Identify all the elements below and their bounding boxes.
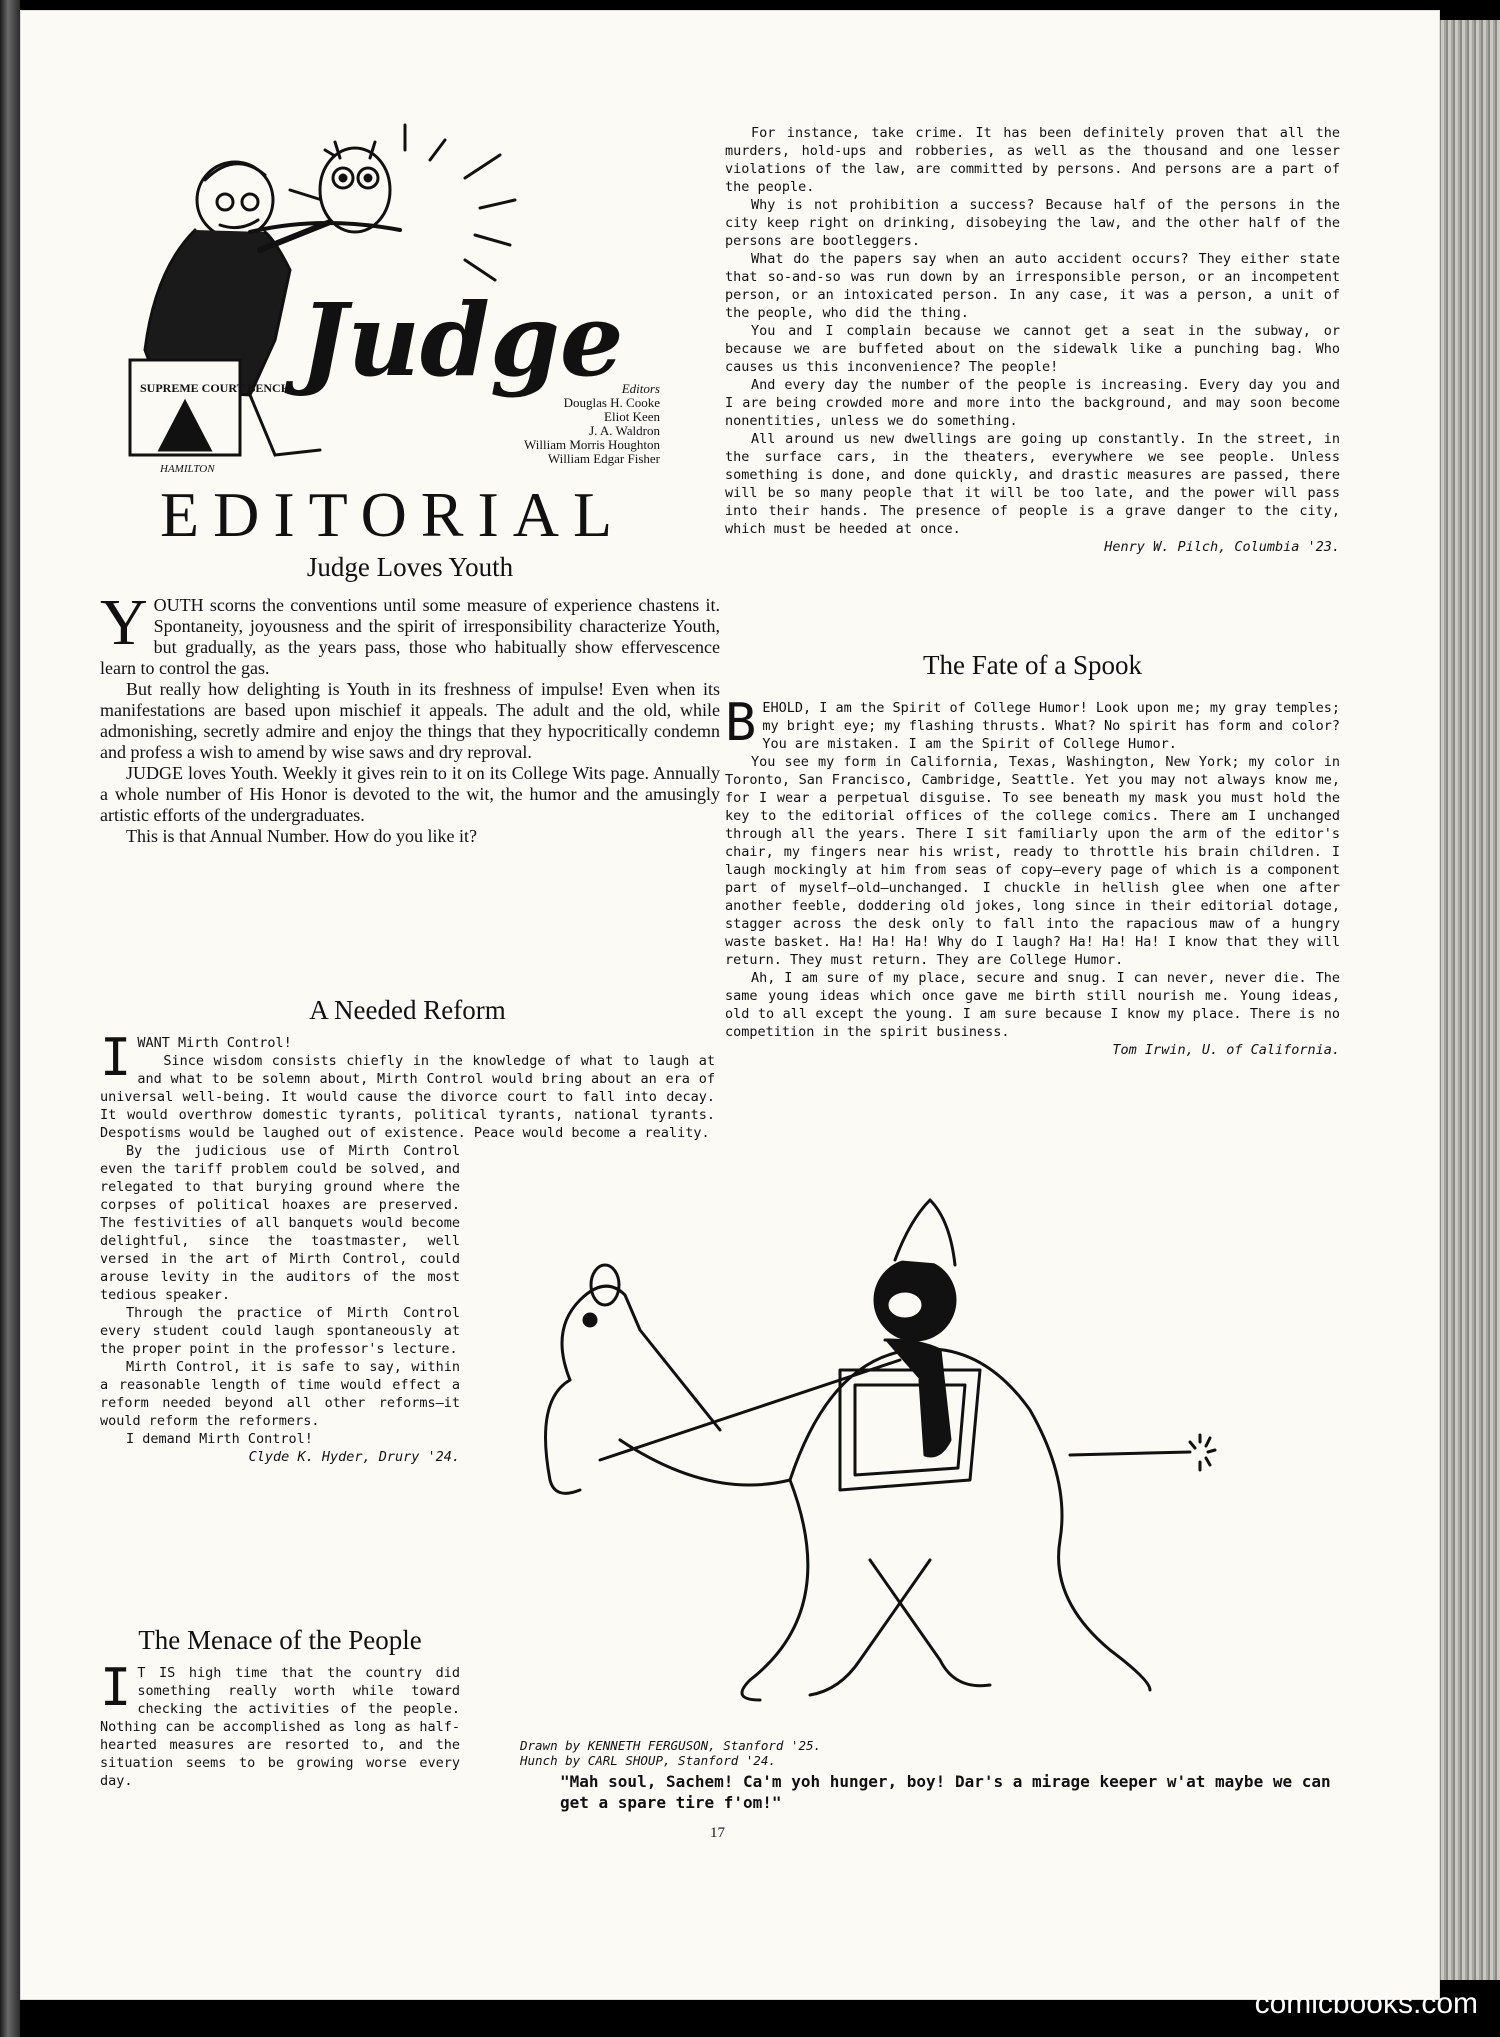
editor-name: Eliot Keen bbox=[604, 409, 660, 424]
paragraph: T IS high time that the country did something really worth while toward checking the activities of the people. Nothing can be accomplished as long as half-hearted measures are resorted to, and the situation seems to be growing worse every day. bbox=[100, 1665, 460, 1789]
paragraph: And every day the number of the people is increasing. Every day you and I are being crowded more and more into the background, and may soon become nonentities, unless we do something. bbox=[725, 377, 1340, 429]
paragraph: By the judicious use of Mirth Control even the tariff problem could be solved, and relegated to that burying ground where the corpses of political hoaxes are preserved. The festivities of all banquets would become delightful, since the toastmaster, well versed in the art of Mirth Control, could arouse levity in the auditors of the most tedious speaker. bbox=[100, 1143, 460, 1303]
drop-cap: I bbox=[100, 1658, 132, 1718]
signature: Clyde K. Hyder, Drury '24. bbox=[248, 1449, 460, 1465]
paragraph: EHOLD, I am the Spirit of College Humor! Look upon me; my gray temples; my bright eye; my flashing thrusts. What? No spirit has form and color? You are mistaken. I am the Spirit of College Humor. bbox=[762, 700, 1340, 752]
editor-name: J. A. Waldron bbox=[589, 423, 660, 438]
drawn-by-credit: Drawn by KENNETH FERGUSON, Stanford '25. bbox=[520, 1738, 822, 1753]
magazine-page bbox=[20, 10, 1440, 2000]
artist-signature: HAMILTON bbox=[160, 463, 215, 475]
paragraph: This is that Annual Number. How do you like it? bbox=[126, 826, 477, 846]
article-title: The Fate of a Spook bbox=[923, 650, 1142, 680]
paragraph: I demand Mirth Control! bbox=[126, 1431, 313, 1447]
article-fate-of-spook bbox=[725, 650, 1340, 1059]
article-title: The Menace of the People bbox=[138, 1625, 422, 1655]
book-spine-left bbox=[0, 0, 20, 2037]
paragraph: Why is not prohibition a success? Because half of the persons in the city keep right on drinking, disobeying the law, and the other half of the persons are bootleggers. bbox=[725, 197, 1340, 249]
paragraph: Since wisdom consists chiefly in the knowledge of what to laugh at and what to be solemn about, Mirth Control would bring about an era of universal well-being. It would cause the divorce court to fall into decay. It would overthrow domestic tyrants, political tyrants, national tyrants. Despotisms would be laughed out of existence. Peace would become a reality. bbox=[100, 1053, 715, 1141]
signature: Henry W. Pilch, Columbia '23. bbox=[1104, 539, 1340, 555]
editors-label: Editors bbox=[621, 381, 660, 396]
article-title: A Needed Reform bbox=[309, 995, 506, 1025]
article-body-narrow bbox=[100, 1142, 460, 1466]
article-body bbox=[100, 1028, 715, 1142]
article-body bbox=[100, 1658, 460, 1790]
paragraph: You see my form in California, Texas, Washington, New York; my color in Toronto, San Francisco, Cambridge, Seattle. Yet you may not always know me, for I wear a perpetual disguise. To see beneath my mask you must hold the key to the editorial offices of the college comics. There am I unchanged through all the years. There I sit familiarly upon the arm of the editor's chair, my fingers near his wrist, ready to throttle his brain children. I laugh mockingly at him from seas of copy—every page of which is a component part of myself—old—unchanged. I chuckle in hellish glee when one after another feeble, doddering old jokes, long since in their editorial dotage, stagger across the desk only to fall into the rapacious maw of a hungry waste basket. Ha! Ha! Ha! Why do I laugh? Ha! Ha! Ha! I know that they will return. They must return. They are College Humor. bbox=[725, 754, 1340, 968]
paragraph: OUTH scorns the conventions until some measure of experience chastens it. Spontaneity, joyousness and the spirit of irresponsibility characterize Youth, but gradually, as the years pass, those who habitually show effervescence learn to control the gas. bbox=[100, 595, 720, 678]
drop-cap: B bbox=[725, 693, 757, 753]
article-body bbox=[725, 693, 1340, 1059]
drop-cap: I bbox=[100, 1028, 132, 1088]
editors-list bbox=[460, 382, 660, 466]
paragraph: WANT Mirth Control! bbox=[137, 1035, 292, 1051]
hunch-by-credit: Hunch by CARL SHOUP, Stanford '24. bbox=[520, 1753, 776, 1768]
article-title: Judge Loves Youth bbox=[306, 552, 514, 582]
article-menace-of-people bbox=[100, 1625, 460, 1790]
paragraph: Ah, I am sure of my place, secure and snug. I can never, never die. The same young ideas which once gave me birth still nourish me. Young ideas, old to all except the young. I am sure because I know my place. There is no competition in the spirit business. bbox=[725, 970, 1340, 1040]
editor-name: Douglas H. Cooke bbox=[563, 395, 660, 410]
editorial-heading: EDITORIAL bbox=[160, 479, 627, 550]
cartoon-credits bbox=[520, 1738, 821, 1768]
judge-logo-text: Judge bbox=[300, 281, 624, 399]
page-number: 17 bbox=[710, 1825, 725, 1841]
paragraph: What do the papers say when an auto accident occurs? They either state that so-and-so was run down by an irresponsible person, or an incompetent person, or an intoxicated person. In any case, it was a person, a unit of the people, who did the thing. bbox=[725, 251, 1340, 321]
paragraph: JUDGE loves Youth. Weekly it gives rein to it on its College Wits page. Annually a whole number of His Honor is devoted to the wit, the humor and the amusingly artistic efforts of the undergraduates. bbox=[100, 763, 720, 825]
drop-cap: Y bbox=[100, 586, 148, 659]
bench-label: SUPREME COURT BENCH bbox=[140, 381, 291, 395]
paragraph: Mirth Control, it is safe to say, within a reasonable length of time would effect a reform needed beyond all other reforms—it would reform the reformers. bbox=[100, 1359, 460, 1429]
paragraph: For instance, take crime. It has been definitely proven that all the murders, hold-ups and robberies, as well as the thousand and one lesser violations of the law, are committed by persons. And persons are a part of the people. bbox=[725, 125, 1340, 195]
editor-name: William Edgar Fisher bbox=[547, 451, 660, 466]
article-judge-loves-youth bbox=[100, 552, 720, 847]
signature: Tom Irwin, U. of California. bbox=[1112, 1042, 1340, 1058]
watermark: comicbooks.com bbox=[1254, 1987, 1478, 2020]
article-body bbox=[100, 586, 720, 847]
paragraph: You and I complain because we cannot get a seat in the subway, or because we are buffeted about on the sidewalk like a punching bag. Who causes us this inconvenience? The people! bbox=[725, 323, 1340, 375]
paragraph: Through the practice of Mirth Control every student could laugh spontaneously at the proper point in the professor's lecture. bbox=[100, 1305, 460, 1357]
cartoon-caption-quote: "Mah soul, Sachem! Ca'm yoh hunger, boy! Dar's a mirage keeper w'at maybe we can get a spare tire f'om!" bbox=[560, 1772, 1331, 1812]
article-menace-continued bbox=[725, 124, 1340, 556]
camel-cartoon-illustration bbox=[510, 1180, 1360, 1720]
editor-name: William Morris Houghton bbox=[524, 437, 660, 452]
paragraph: All around us new dwellings are going up constantly. In the street, in the surface cars, in the theaters, everywhere we see people. Unless something is done, and done quickly, and drastic measures are passed, there will be so many people that it will be too late, and the power will pass into their hands. The presence of people is a grave danger to the city, which must be heeded at once. bbox=[725, 431, 1340, 537]
paragraph: But really how delighting is Youth in its freshness of impulse! Even when its manifestations are based upon mischief it appeals. The adult and the old, while admonishing, secretly admire and enjoy the things that they hypocritically condemn and profess a wish to amend by wise saws and dry reproval. bbox=[100, 679, 720, 762]
